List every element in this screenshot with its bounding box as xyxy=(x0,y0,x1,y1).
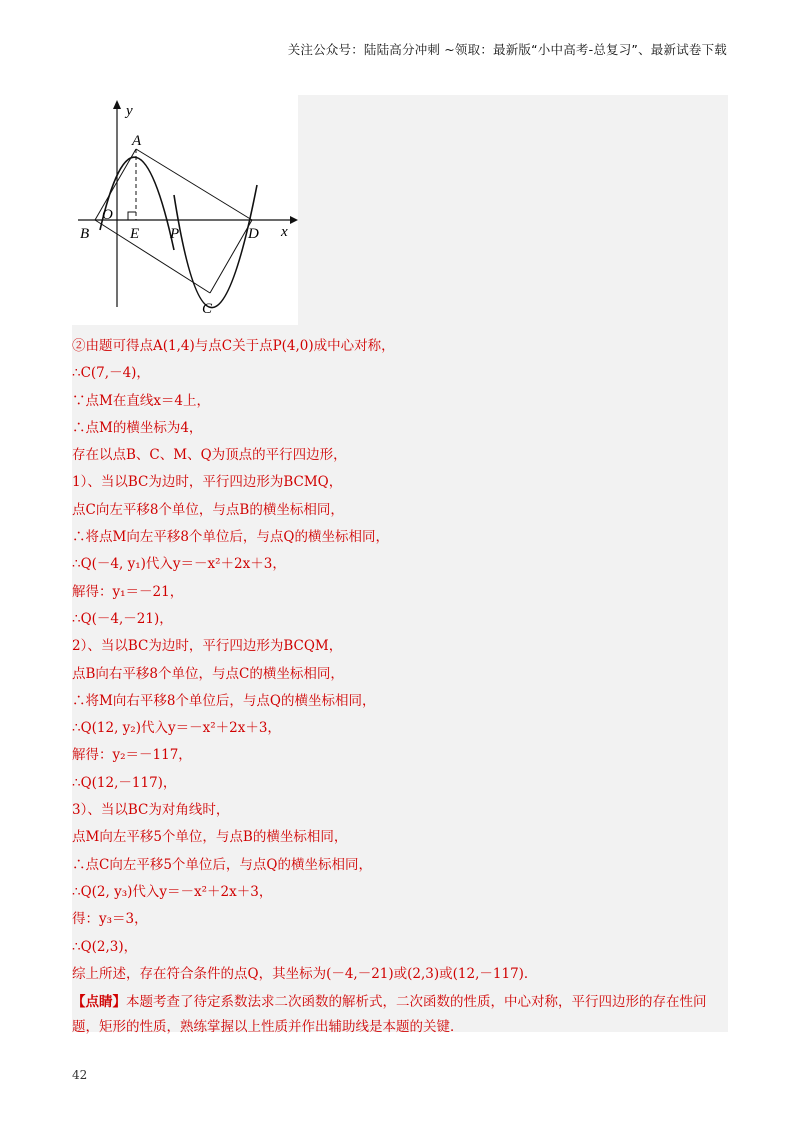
coordinate-figure xyxy=(72,95,298,325)
solution-line: 解得：y₁＝－21， xyxy=(72,583,184,600)
solution-line: ②由题可得点A(1,4)与点C关于点P(4,0)成中心对称， xyxy=(72,338,395,354)
label-C: C xyxy=(202,301,213,317)
solution-line: ∴Q(2, y₃)代入y＝－x²＋2x＋3， xyxy=(72,883,273,900)
right-angle-mark xyxy=(128,212,136,220)
segment-AD xyxy=(136,149,252,220)
label-B: B xyxy=(80,226,90,242)
label-O: O xyxy=(102,207,113,223)
label-E: E xyxy=(130,226,140,242)
label-D: D xyxy=(248,226,259,242)
label-A: A xyxy=(132,133,142,149)
solution-line: ∴Q(12,－117)， xyxy=(72,774,177,791)
x-axis-arrow xyxy=(290,216,298,224)
solution-line: 综上所述，存在符合条件的点Q，其坐标为(－4,－21)或(2,3)或(12,－117)． xyxy=(72,965,538,982)
solution-line: 点M向左平移5个单位，与点B的横坐标相同， xyxy=(72,829,348,846)
label-y: y xyxy=(126,103,133,119)
solution-line: ∴Q(2,3)， xyxy=(72,938,138,955)
page-number: 42 xyxy=(72,1068,88,1082)
key-point-text: 本题考查了待定系数法求二次函数的解析式，二次函数的性质，中心对称，平行四边形的存在性问题，矩形的性质，熟练掌握以上性质并作出辅助线是本题的关键． xyxy=(72,994,707,1036)
solution-line: 点C向左平移8个单位，与点B的横坐标相同， xyxy=(72,501,344,518)
solution-line: ∴Q(－4, y₁)代入y＝－x²＋2x＋3， xyxy=(72,556,286,573)
solution-line: ∴C(7,－4)， xyxy=(72,365,150,382)
solution-line: ∴Q(12, y₂)代入y＝－x²＋2x＋3， xyxy=(72,720,281,737)
solution-lines xyxy=(72,333,728,1040)
key-point-note xyxy=(72,990,728,1040)
solution-line: ∴Q(－4,－21)， xyxy=(72,610,173,627)
solution-line: ∴点C向左平移5个单位后，与点Q的横坐标相同， xyxy=(72,856,372,873)
solution-line: 3）、当以BC为对角线时， xyxy=(72,802,230,819)
page-header: 关注公众号：陆陆高分冲刺 ~领取：最新版“小中高考-总复习”、最新试卷下载 xyxy=(287,42,727,57)
parabola-curve-2 xyxy=(174,185,257,308)
solution-line: 点B向右平移8个单位，与点C的横坐标相同， xyxy=(72,665,344,682)
solution-line: 1）、当以BC为边时，平行四边形为BCMQ， xyxy=(72,474,343,491)
y-axis-arrow xyxy=(113,100,121,109)
solution-line: 存在以点B、C、M、Q为顶点的平行四边形， xyxy=(72,447,347,464)
solution-line: 解得：y₂＝－117， xyxy=(72,747,192,764)
label-P: P xyxy=(170,226,180,242)
solution-line: ∴点M的横坐标为4， xyxy=(72,419,203,436)
key-point-tag: 【点睛】 xyxy=(72,994,126,1011)
parabola-diagram xyxy=(72,95,298,325)
solution-line: ∴将点M向左平移8个单位后，与点Q的横坐标相同， xyxy=(72,529,389,546)
segment-BC xyxy=(95,220,210,293)
solution-line: ∵点M在直线x＝4上， xyxy=(72,392,211,409)
label-x: x xyxy=(281,224,288,240)
solution-line: 2）、当以BC为边时，平行四边形为BCQM， xyxy=(72,638,343,655)
solution-panel xyxy=(72,95,728,1036)
solution-line: 得：y₃＝3， xyxy=(72,911,148,928)
solution-line: ∴将M向右平移8个单位后，与点Q的横坐标相同， xyxy=(72,692,376,709)
